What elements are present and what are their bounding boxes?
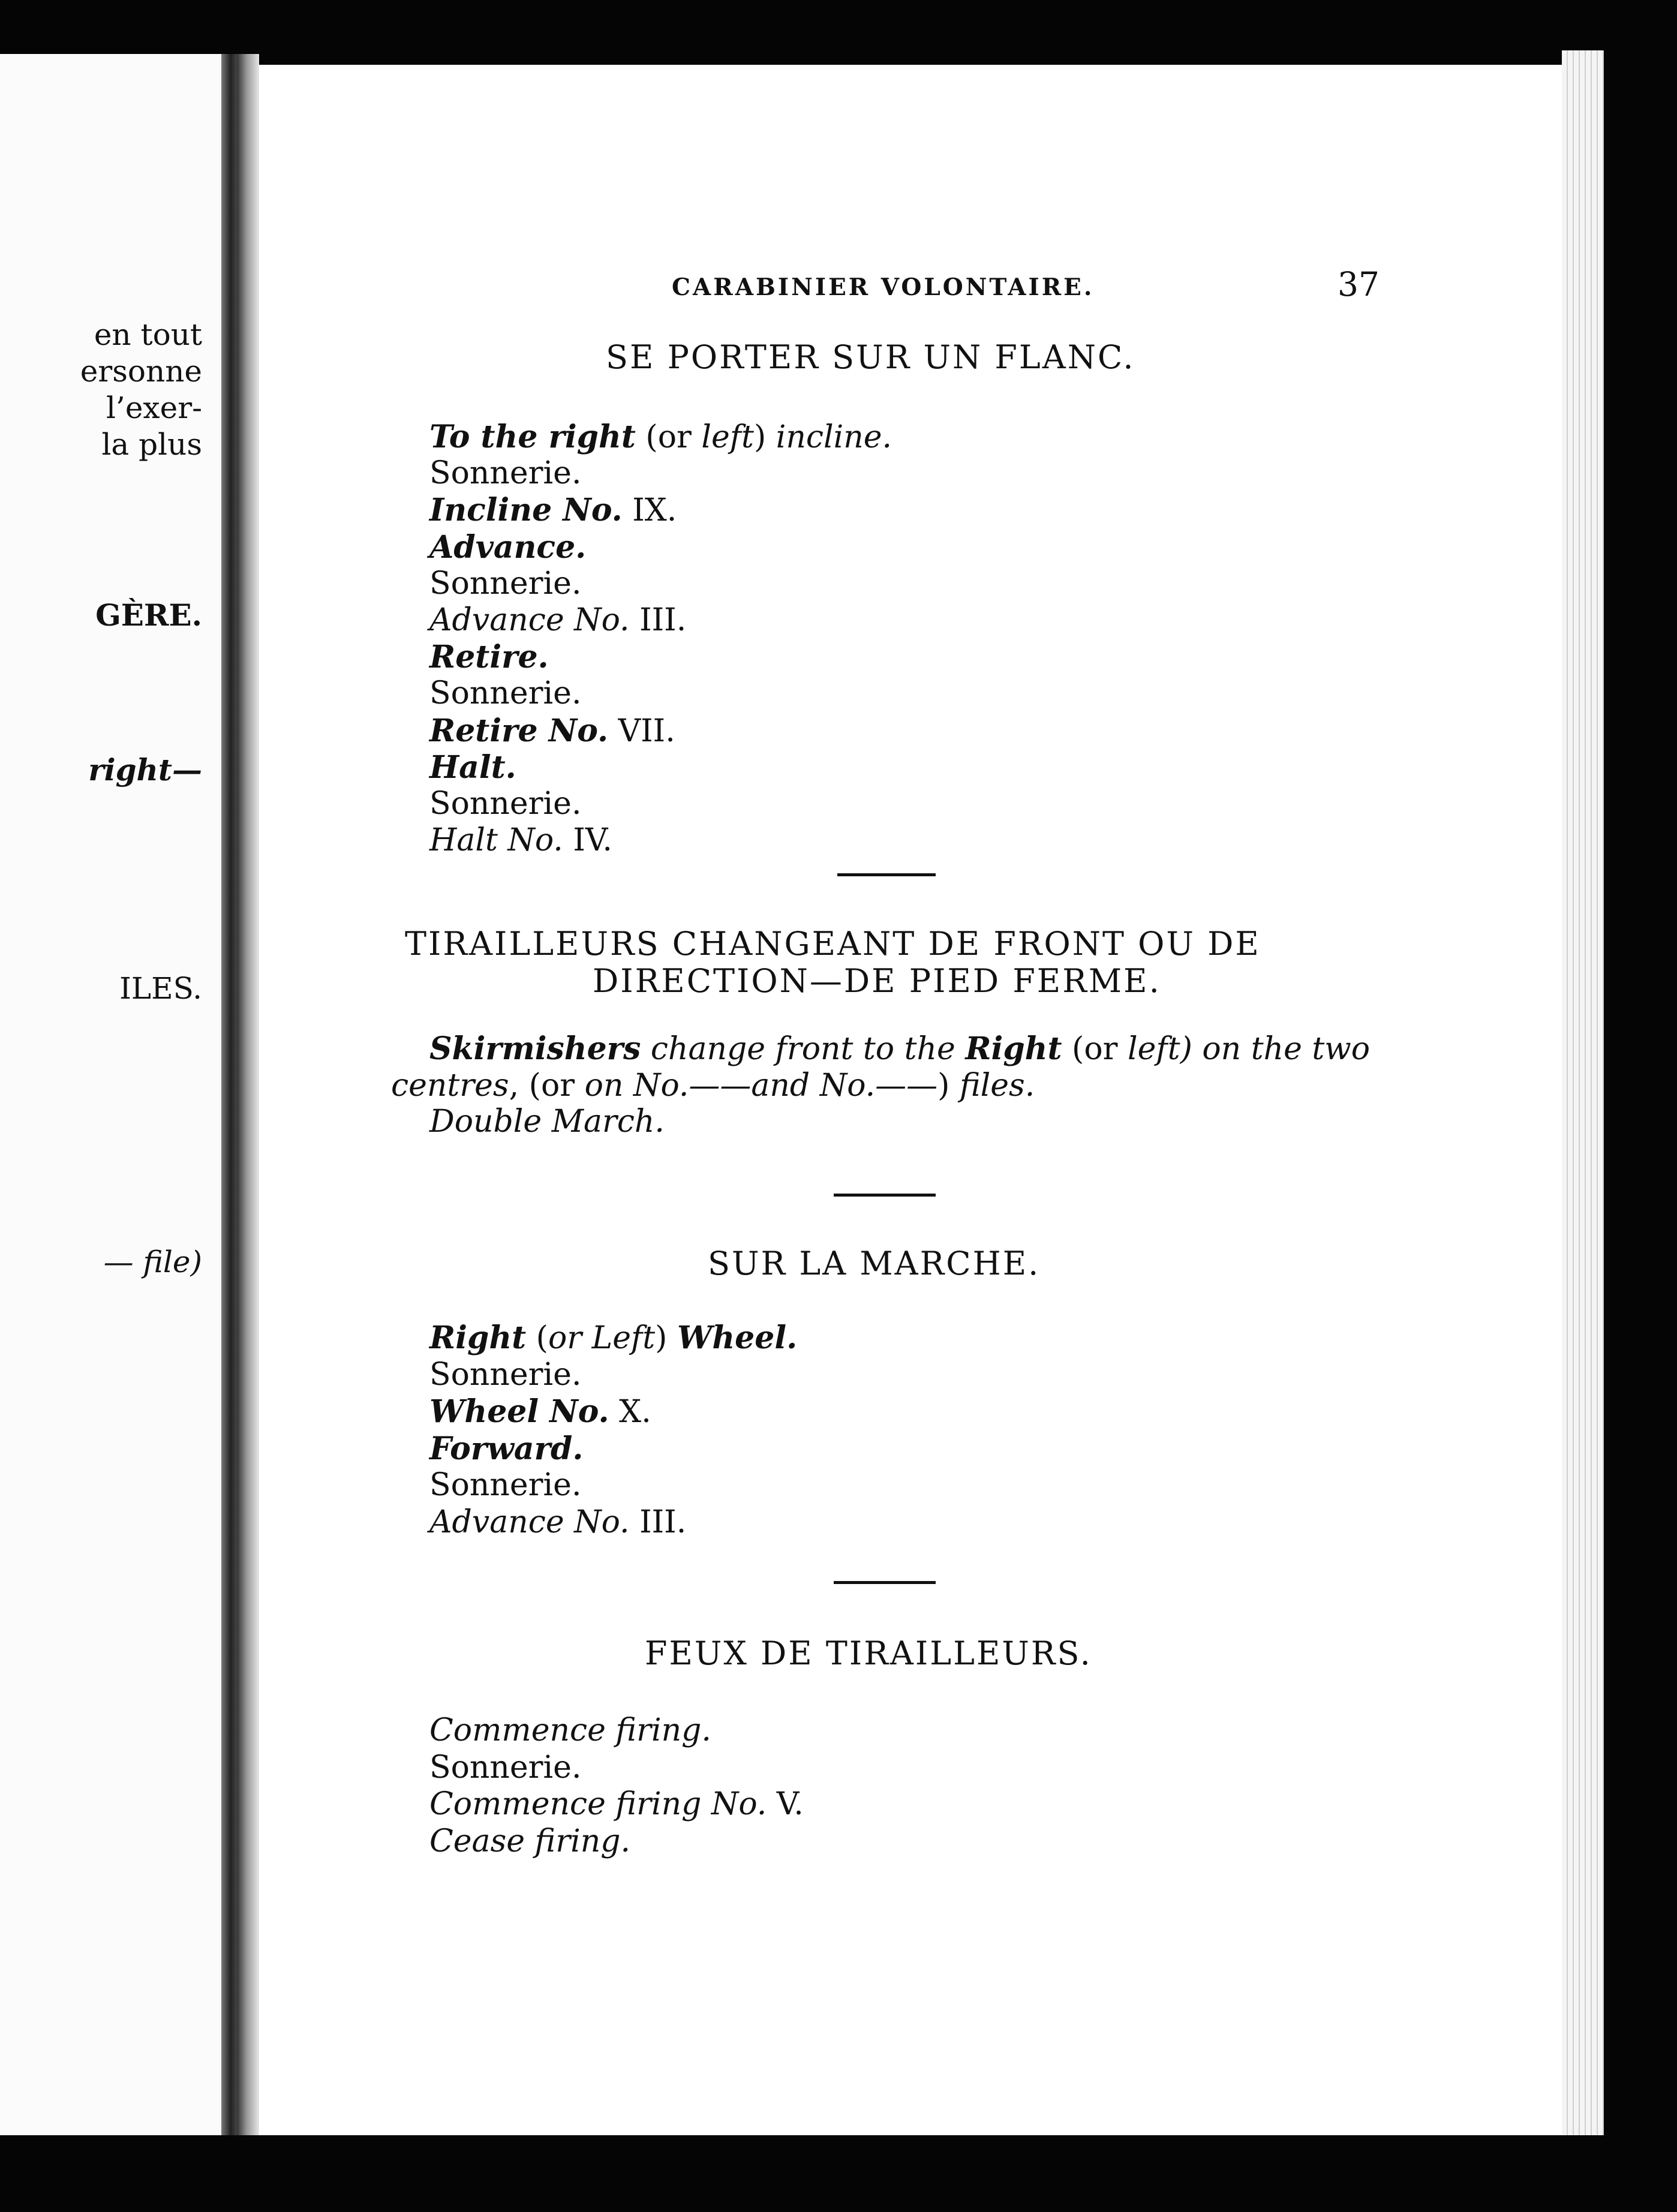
text-run: Right — [965, 1030, 1062, 1067]
command-line — [429, 713, 675, 749]
section-heading: SUR LA MARCHE. — [708, 1245, 1041, 1282]
paragraph-line — [391, 1068, 1035, 1104]
command-line — [429, 786, 581, 822]
command-line — [429, 822, 612, 858]
command-line — [429, 492, 677, 528]
text-run: ) — [937, 1068, 950, 1104]
text-run: V. — [767, 1786, 804, 1822]
paragraph-line — [429, 1104, 665, 1140]
left-line: la plus — [101, 427, 202, 462]
text-run: Sonnerie. — [429, 1749, 582, 1786]
text-run: Sonnerie. — [429, 1467, 582, 1503]
text-run: change front to the — [641, 1031, 966, 1067]
command-line — [429, 1467, 581, 1503]
command-line — [429, 1750, 581, 1786]
text-run: Retire No. — [429, 712, 609, 749]
left-line: GÈRE. — [95, 597, 202, 633]
text-run: left — [1128, 1031, 1180, 1067]
text-run: (or — [1062, 1031, 1128, 1067]
command-line — [429, 1430, 583, 1467]
text-run: X. — [609, 1394, 651, 1430]
command-line — [429, 566, 581, 602]
command-line — [429, 1393, 651, 1430]
text-run: , (or — [509, 1068, 585, 1104]
text-run: Cease firing. — [429, 1823, 631, 1859]
text-run: ) — [655, 1320, 677, 1356]
text-run: ) on the two — [1180, 1031, 1371, 1067]
command-line — [429, 639, 549, 675]
text-run: To the right — [429, 419, 636, 455]
command-line — [429, 529, 586, 566]
command-line — [429, 1712, 711, 1748]
text-run: III. — [629, 1504, 687, 1540]
text-run: or Left — [548, 1320, 656, 1356]
text-run: left — [701, 419, 754, 455]
command-line — [429, 1320, 797, 1356]
section-heading: FEUX DE TIRAILLEURS. — [645, 1634, 1092, 1672]
text-run: Sonnerie. — [429, 675, 582, 712]
section-divider — [834, 1194, 936, 1197]
text-run: ) — [753, 419, 776, 455]
text-run: incline. — [776, 419, 892, 455]
command-line — [429, 1504, 686, 1540]
page-number: 37 — [1338, 265, 1380, 303]
book-gutter — [237, 54, 259, 2135]
section-heading: DIRECTION—DE PIED FERME. — [593, 962, 1161, 1000]
page-edges — [1562, 50, 1604, 2135]
left-page — [0, 54, 237, 2135]
command-line — [429, 1823, 630, 1859]
text-run: VII. — [608, 713, 675, 749]
command-line — [429, 749, 516, 786]
text-run: Advance. — [429, 528, 587, 566]
section-heading: TIRAILLEURS CHANGEANT DE FRONT OU DE — [405, 925, 1261, 963]
text-run: Sonnerie. — [429, 786, 582, 822]
text-run: Skirmishers — [429, 1030, 641, 1067]
text-run: Forward. — [429, 1430, 584, 1467]
text-run: ( — [526, 1320, 548, 1356]
text-run: Halt. — [429, 749, 516, 786]
section-divider — [837, 873, 936, 876]
text-run: on No.——and No.—— — [584, 1068, 938, 1104]
command-line — [429, 419, 892, 455]
text-run: files. — [949, 1068, 1035, 1104]
text-run: Wheel. — [677, 1320, 798, 1356]
command-line — [429, 675, 581, 711]
text-run: Wheel No. — [429, 1393, 609, 1430]
left-line: right— — [88, 752, 202, 788]
left-line: en tout — [94, 317, 202, 352]
text-run: Advance No. — [429, 1504, 630, 1540]
text-run: centres — [391, 1068, 509, 1104]
left-line: ILES. — [119, 971, 202, 1006]
text-run: Sonnerie. — [429, 455, 582, 492]
paragraph-line — [429, 1030, 1370, 1067]
text-run: Sonnerie. — [429, 1356, 582, 1393]
text-run: Commence firing. — [429, 1712, 711, 1748]
left-page-spine — [221, 54, 237, 2135]
text-run: Retire. — [429, 639, 549, 676]
command-line — [429, 1786, 804, 1822]
section-divider — [834, 1581, 936, 1584]
left-line: l’exer- — [106, 390, 202, 425]
left-line: ersonne — [80, 354, 202, 389]
text-run: IX. — [622, 492, 677, 529]
command-line — [429, 1357, 581, 1393]
left-line: — file) — [103, 1245, 202, 1279]
command-line — [429, 455, 581, 491]
text-run: (or — [635, 419, 702, 455]
text-run: Double March. — [429, 1104, 665, 1140]
section-heading: SE PORTER SUR UN FLANC. — [606, 338, 1135, 376]
text-run: Right — [429, 1320, 527, 1356]
running-header: CARABINIER VOLONTAIRE. — [672, 274, 1095, 301]
command-line — [429, 602, 686, 638]
text-run: Commence firing No. — [429, 1786, 767, 1822]
text-run: III. — [629, 602, 687, 638]
text-run: IV. — [563, 822, 612, 859]
text-run: Incline No. — [429, 492, 623, 529]
text-run: Advance No. — [429, 602, 630, 638]
text-run: Sonnerie. — [429, 565, 582, 602]
text-run: Halt No. — [429, 822, 563, 859]
